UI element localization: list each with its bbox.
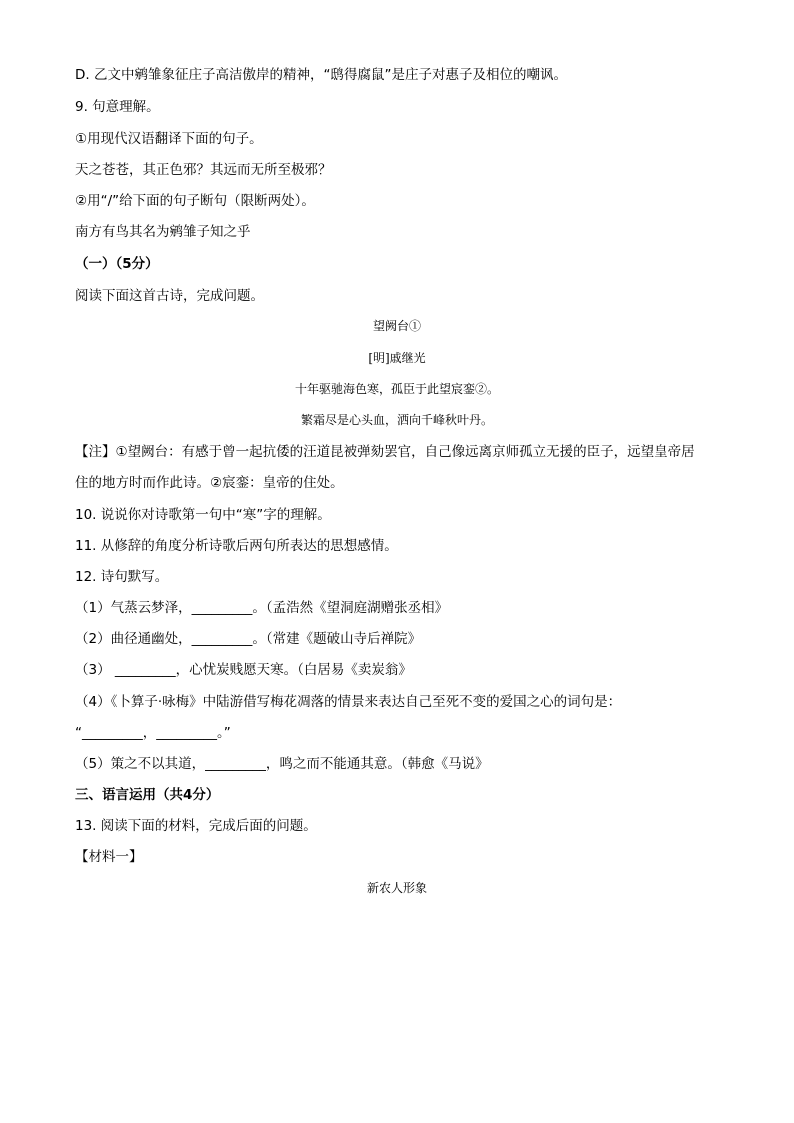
question-12-item-4-line-2: “_________，_________。”	[75, 725, 231, 741]
question-13: 13. 阅读下面的材料，完成后面的问题。	[75, 818, 317, 834]
question-9-part2-instruction: ②用“/”给下面的句子断句（限断两处）。	[75, 193, 315, 209]
poem-title: 望阙台①	[372, 319, 421, 333]
question-12-item-2: （2）曲径通幽处，_________。（常建《题破山寺后禅院》	[75, 631, 422, 647]
poem-line-2: 繁霜尽是心头血，洒向千峰秋叶丹。	[300, 413, 493, 427]
question-12-item-4-line-1: （4）《卜算子·咏梅》中陆游借写梅花凋落的情景来表达自己至死不变的爱国之心的词句是：	[75, 694, 622, 710]
question-9-part2-sentence: 南方有鸟其名为鹓雏子知之乎	[75, 224, 251, 240]
material-1-label: 【材料一】	[75, 849, 143, 865]
question-11: 11. 从修辞的角度分析诗歌后两句所表达的思想感情。	[75, 538, 398, 554]
question-9-part1-sentence: 天之苍苍，其正色邪？其远而无所至极邪？	[75, 162, 332, 178]
poem-note-line-1: 【注】①望阙台：有感于曾一起抗倭的汪道昆被弹劾罢官，自己像远离京师孤立无援的臣子，远望皇帝居	[75, 444, 695, 460]
section-3-heading: 三、语言运用（共4分）	[75, 787, 220, 803]
poem-line-1: 十年驱驰海色寒，孤臣于此望宸銮②。	[294, 382, 499, 396]
question-12-item-3: （3） _________，心忧炭贱愿天寒。（白居易《卖炭翁》	[75, 662, 412, 678]
question-12-item-1: （1）气蒸云梦泽，_________。（孟浩然《望洞庭湖赠张丞相》	[75, 600, 449, 616]
question-9-title: 9. 句意理解。	[75, 99, 160, 115]
material-1-title: 新农人形象	[366, 881, 427, 895]
question-10: 10. 说说你对诗歌第一句中“寒”字的理解。	[75, 507, 331, 523]
poem-section-heading: （一）（5分）	[75, 256, 159, 272]
question-12-item-5: （5）策之不以其道，_________，鸣之而不能通其意。（韩愈《马说》	[75, 756, 489, 772]
poem-note-line-2: 住的地方时而作此诗。②宸銮：皇帝的住处。	[75, 475, 344, 491]
question-12-title: 12. 诗句默写。	[75, 569, 169, 585]
question-8-option-d: D. 乙文中鹓雏象征庄子高洁傲岸的精神，“鸱得腐鼠”是庄子对惠子及相位的嘲讽。	[75, 67, 567, 83]
poem-section-instruction: 阅读下面这首古诗，完成问题。	[75, 288, 264, 304]
poem-author: [明]戚继光	[368, 351, 426, 365]
question-9-part1-instruction: ①用现代汉语翻译下面的句子。	[75, 131, 263, 147]
